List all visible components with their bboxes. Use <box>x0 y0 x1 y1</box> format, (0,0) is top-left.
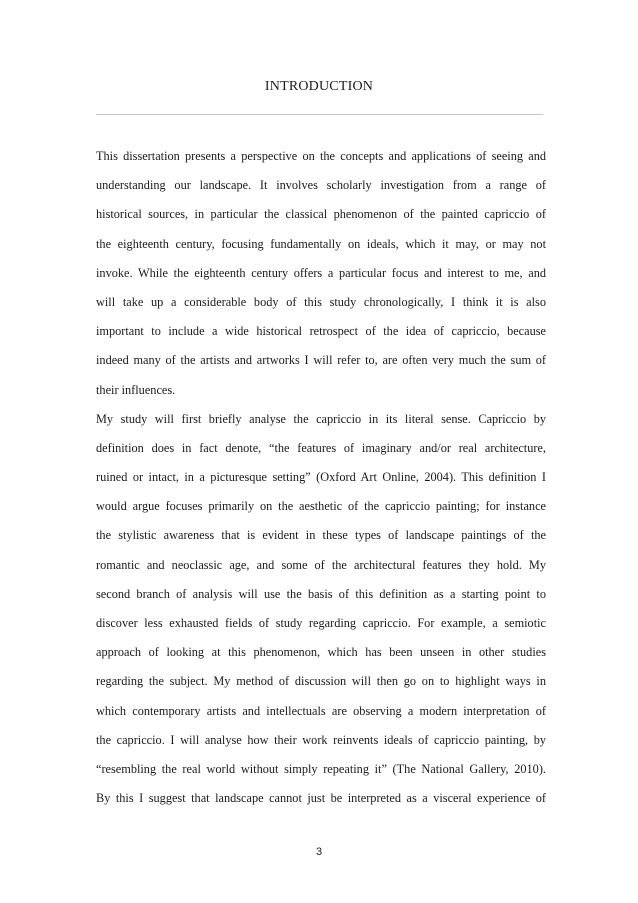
text-line: “resembling the real world without simply repeating it” (The National Gallery, 2010). <box>96 761 546 776</box>
text-line: second branch of analysis will use the basis of this definition as a starting point to <box>96 586 546 601</box>
text-line: the eighteenth century, focusing fundamentally on ideals, which it may, or may not <box>96 236 546 251</box>
text-line: This dissertation presents a perspective on the concepts and applications of seeing and <box>96 149 546 163</box>
heading-divider <box>96 114 543 115</box>
text-line: regarding the subject. My method of discussion will then go on to highlight ways in <box>96 674 546 689</box>
text-line: will take up a considerable body of this study chronologically, I think it is also <box>96 294 546 309</box>
text-line: their influences. <box>96 382 176 397</box>
text-line: My study will first briefly analyse the capriccio in its literal sense. Capriccio by <box>96 411 546 426</box>
text-line: indeed many of the artists and artworks I will refer to, are often very much the sum of <box>96 353 546 368</box>
text-line: which contemporary artists and intellectuals are observing a modern interpretation of <box>96 703 546 718</box>
text-line: ruined or intact, in a picturesque setting” (Oxford Art Online, 2004). This definition I <box>96 470 546 485</box>
text-line: would argue focuses primarily on the aesthetic of the capriccio painting; for instance <box>96 499 546 514</box>
page-title: INTRODUCTION <box>264 79 374 94</box>
text-line: romantic and neoclassic age, and some of the architectural features they hold. My <box>96 557 546 572</box>
text-line: understanding our landscape. It involves scholarly investigation from a range of <box>96 178 546 193</box>
text-line: invoke. While the eighteenth century offers a particular focus and interest to me, and <box>96 265 546 280</box>
page-number: 3 <box>315 846 323 858</box>
text-line: definition does in fact denote, “the features of imaginary and/or real architecture, <box>96 440 546 455</box>
text-line: historical sources, in particular the classical phenomenon of the painted capriccio of <box>96 207 546 222</box>
text-line: the capriccio. I will analyse how their work reinvents ideals of capriccio painting, by <box>96 732 546 747</box>
body-text <box>96 146 546 817</box>
text-line: By this I suggest that landscape cannot just be interpreted as a visceral experience of <box>96 791 546 806</box>
text-line: approach of looking at this phenomenon, which has been unseen in other studies <box>96 645 546 660</box>
text-line: the stylistic awareness that is evident in these types of landscape paintings of the <box>96 528 546 543</box>
text-line: discover less exhausted fields of study regarding capriccio. For example, a semiotic <box>96 616 546 630</box>
text-line: important to include a wide historical retrospect of the idea of capriccio, because <box>96 324 546 339</box>
